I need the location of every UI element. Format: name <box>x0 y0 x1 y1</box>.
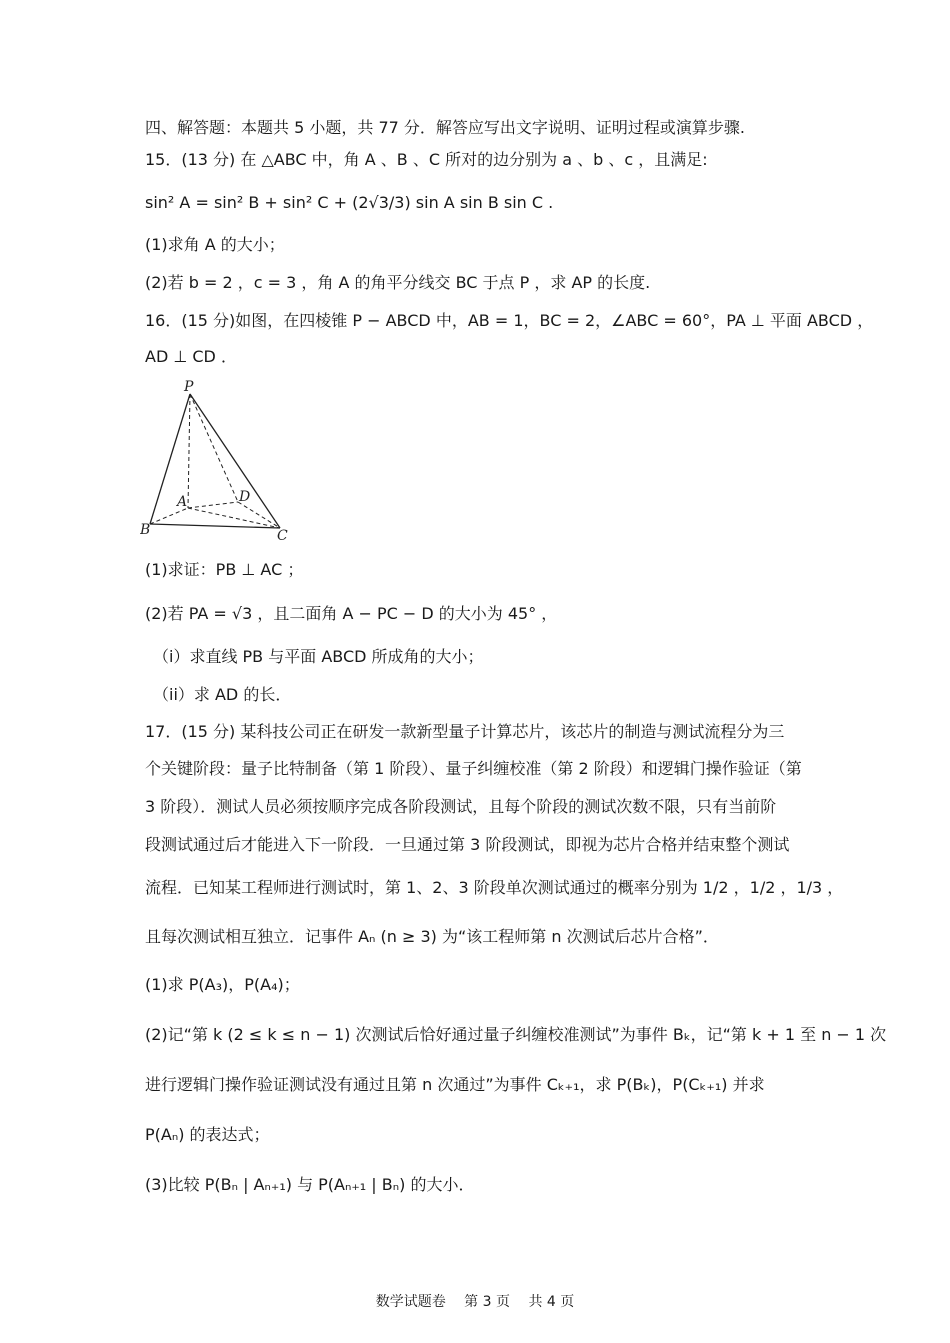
vertex-label-c: C <box>277 528 288 543</box>
problem-17-stem-line-5: 流程．已知某工程师进行测试时，第 1、2、3 阶段单次测试通过的概率分别为 1/2 ，1/2 ，1/3 ， <box>145 878 844 897</box>
page-footer: 数学试题卷 第 3 页 共 4 页 <box>375 1294 575 1310</box>
problem-17-stem-line-3: 3 阶段）．测试人员必须按顺序完成各阶段测试，且每个阶段的测试次数不限，只有当前阶 <box>145 797 777 816</box>
problem-17-stem-line-2: 个关键阶段：量子比特制备（第 1 阶段）、量子纠缠校准（第 2 阶段）和逻辑门操作验证（第 <box>145 759 802 778</box>
problem-17-part-2-cont: 进行逻辑门操作验证测试没有通过且第 n 次通过”为事件 Cₖ₊₁，求 P(Bₖ)，P(Cₖ₊₁) 并求 <box>145 1075 765 1094</box>
problem-15-part-1: (1)求角 A 的大小； <box>145 235 285 254</box>
problem-17-stem-line-6: 且每次测试相互独立．记事件 Aₙ (n ≥ 3) 为“该工程师第 n 次测试后芯片合格”． <box>145 927 719 946</box>
problem-17-part-2-cont-2: P(Aₙ) 的表达式； <box>145 1125 270 1144</box>
section-heading: 四、解答题：本题共 5 小题，共 77 分．解答应写出文字说明、证明过程或演算步骤. <box>145 118 745 137</box>
problem-16-part-2-i: （i）求直线 PB 与平面 ABCD 所成角的大小； <box>153 647 484 666</box>
problem-16-part-1: (1)求证：PB ⊥ AC ； <box>145 560 304 579</box>
problem-15-stem: 15．(13 分) 在 △ABC 中，角 A 、B 、C 所对的边分别为 a 、b 、c ，且满足: <box>145 150 708 169</box>
problem-17-stem-line-4: 段测试通过后才能进入下一阶段．一旦通过第 3 阶段测试，即视为芯片合格并结束整个测试 <box>145 835 790 854</box>
vertex-label-b: B <box>140 522 151 538</box>
problem-16-stem: 16．(15 分)如图，在四棱锥 P − ABCD 中，AB = 1，BC = 2，∠ABC = 60°，PA ⊥ 平面 ABCD ， <box>145 311 874 330</box>
problem-16-part-2-ii: （ii）求 AD 的长． <box>153 685 292 704</box>
problem-17-part-1: (1)求 P(A₃)，P(A₄)； <box>145 975 300 994</box>
vertex-label-a: A <box>177 494 188 510</box>
vertex-label-p: P <box>184 379 194 395</box>
vertex-label-d: D <box>239 489 251 505</box>
pyramid-figure <box>140 378 300 543</box>
problem-16-part-2: (2)若 PA = √3 ，且二面角 A − PC − D 的大小为 45° ， <box>145 604 558 623</box>
problem-17-stem-line-1: 17．(15 分) 某科技公司正在研发一款新型量子计算芯片，该芯片的制造与测试流程分为三 <box>145 722 785 741</box>
problem-15-part-2: (2)若 b = 2 ，c = 3 ，角 A 的角平分线交 BC 于点 P ，求 AP 的长度. <box>145 273 651 292</box>
problem-15-formula: sin² A = sin² B + sin² C + (2√3/3) sin A sin B sin C . <box>145 193 554 212</box>
problem-17-part-2: (2)记“第 k (2 ≤ k ≤ n − 1) 次测试后恰好通过量子纠缠校准测试”为事件 Bₖ，记“第 k + 1 至 n − 1 次 <box>145 1025 887 1044</box>
problem-16-stem-cont: AD ⊥ CD ． <box>145 347 237 366</box>
problem-17-part-3: (3)比较 P(Bₙ | Aₙ₊₁) 与 P(Aₙ₊₁ | Bₙ) 的大小． <box>145 1175 475 1194</box>
